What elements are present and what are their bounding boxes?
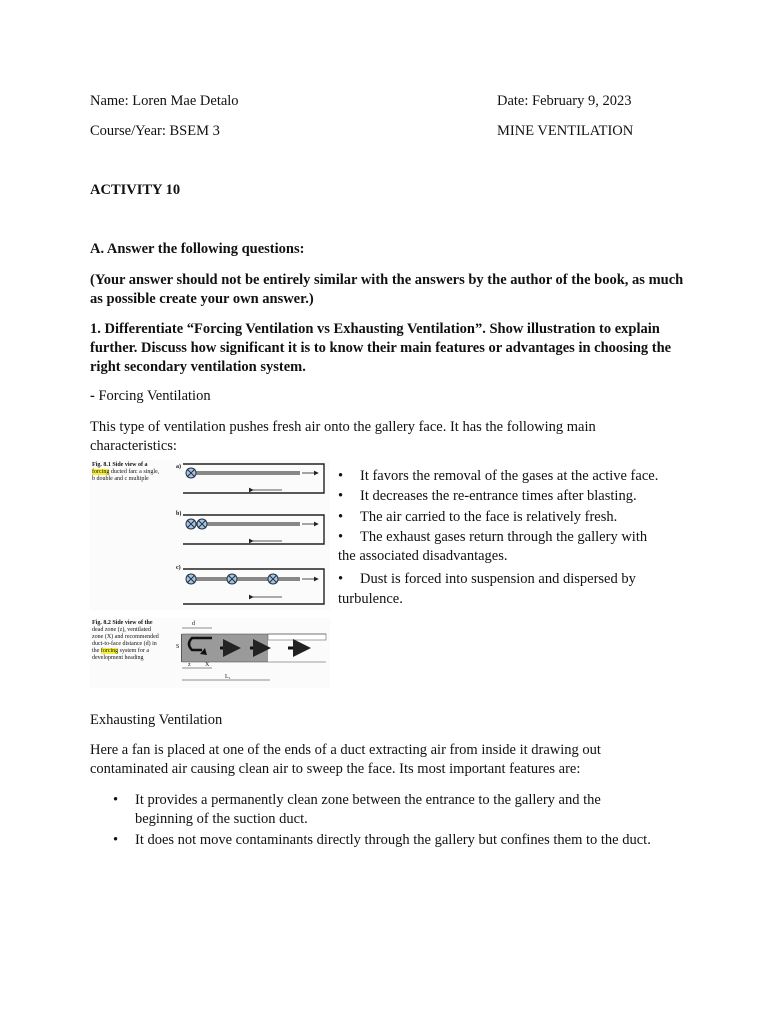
bullet-glyph: •	[338, 529, 344, 545]
exhausting-heading: Exhausting Ventilation	[90, 712, 223, 728]
fig82-label-d: d	[192, 621, 195, 627]
bullet-glyph: •	[113, 792, 119, 808]
fig81-label-a: a)	[176, 464, 181, 470]
exhausting-bullet-text: It provides a permanently clean zone between the entrance to the gallery and the	[135, 792, 601, 808]
subject-title: MINE VENTILATION	[497, 123, 634, 139]
forcing-heading-text: Forcing Ventilation	[94, 388, 211, 404]
forcing-bullet-text: The exhaust gases return through the gallery with	[360, 529, 648, 545]
duct-double-fan	[183, 515, 324, 544]
question-1: 1. Differentiate “Forcing Ventilation vs Exhausting Ventilation”. Show illustration to explain further. Discuss how significant it is to know their main features or advantages in choosing the right secondary ventilation system.	[90, 321, 672, 375]
section-a-heading: A. Answer the following questions:	[90, 241, 305, 257]
fig81-caption-text: Fig. 8.1 Side view of a	[92, 462, 148, 468]
activity-title: ACTIVITY 10	[90, 182, 181, 198]
fig81-caption-line3: b double and c multiple	[92, 476, 149, 482]
fig82-label-z: z	[188, 662, 191, 668]
forcing-bullet-4	[338, 529, 647, 546]
bullet-glyph: •	[338, 468, 344, 484]
exhausting-bullet-2	[113, 832, 651, 849]
dead-zone-diagram	[90, 618, 330, 688]
instruction-text: (Your answer should not be entirely similar with the answers by the author of the book, as much as possible create your own answer.)	[90, 272, 684, 307]
forcing-bullet-2	[338, 488, 637, 505]
fig82-label-s: S	[176, 644, 180, 650]
fig81-label-c: c)	[176, 565, 181, 571]
exhausting-bullet-text: It does not move contaminants directly through the gallery but confines them to the duct.	[135, 832, 651, 848]
forcing-bullet-4-cont: the associated disadvantages.	[338, 548, 508, 564]
duct-multiple-fan	[183, 569, 324, 604]
exhausting-bullet-1	[113, 792, 601, 809]
duct-single-fan	[183, 464, 324, 493]
forcing-bullet-5	[338, 571, 636, 588]
course-year: Course/Year: BSEM 3	[90, 123, 220, 139]
fig82-caption-post: system for a	[118, 648, 149, 654]
forcing-bullet-3	[338, 509, 617, 526]
student-name: Name: Loren Mae Detalo	[90, 93, 239, 109]
exhausting-bullet-1-cont: beginning of the suction duct.	[135, 811, 308, 827]
forcing-dash: -	[90, 388, 95, 404]
forcing-bullet-text: Dust is forced into suspension and dispersed by	[360, 571, 636, 587]
forcing-bullet-1	[338, 468, 658, 485]
figure-8-1	[90, 460, 330, 610]
fig82-caption-last: development heading	[92, 655, 144, 661]
fig82-caption-l4: duct-to-face distance (d) in	[92, 641, 157, 647]
forcing-heading	[90, 388, 211, 405]
forcing-bullet-5-cont: turbulence.	[338, 591, 403, 607]
fig82-label-l: L₁	[225, 674, 231, 680]
forcing-bullet-text: The air carried to the face is relatively fresh.	[360, 509, 618, 525]
fig81-caption-post: ducted fan: a single,	[109, 469, 160, 475]
forcing-bullet-text: It decreases the re-entrance times after blasting.	[360, 488, 637, 504]
forcing-duct-diagram	[90, 460, 330, 610]
bullet-glyph: •	[338, 488, 344, 504]
fig81-label-b: b)	[176, 511, 182, 517]
fig81-caption-highlight: forcing	[92, 469, 110, 475]
fig82-caption-l3: zone (X) and recommended	[92, 634, 159, 640]
bullet-glyph: •	[113, 832, 119, 848]
submission-date: Date: February 9, 2023	[497, 93, 632, 109]
fig82-caption-l2: dead zone (z), ventilated	[92, 627, 151, 633]
figure-8-2	[90, 618, 330, 688]
fig82-label-x: X	[205, 662, 210, 668]
exhausting-intro: Here a fan is placed at one of the ends of a duct extracting air from inside it drawing out contaminated air causing clean air to sweep the face. Its most important features are:	[90, 742, 601, 777]
forcing-bullet-text: It favors the removal of the gases at the active face.	[360, 468, 659, 484]
fig82-caption-highlight: forcing	[100, 648, 119, 654]
bullet-glyph: •	[338, 509, 344, 525]
forcing-intro: This type of ventilation pushes fresh air onto the gallery face. It has the following main characteristics:	[90, 419, 596, 454]
fig82-caption-pre: the	[92, 648, 101, 654]
fig82-caption-l1: Fig. 8.2 Side view of the	[92, 620, 153, 626]
bullet-glyph: •	[338, 571, 344, 587]
